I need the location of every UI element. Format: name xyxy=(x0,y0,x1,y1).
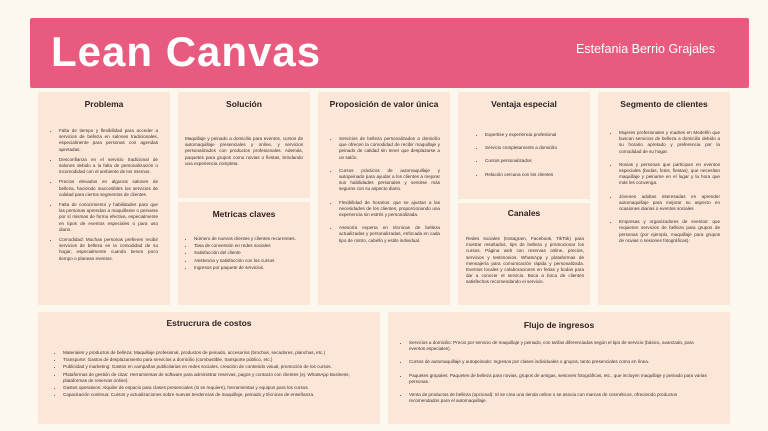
propuesta-item: • Servicios de belleza personalizados a domicilio que ofrecen la comodidad de recibir maquillaje y peinado de calidad sin tener que desplazarse a un salón. xyxy=(339,136,440,161)
segmento-item: • Mujeres profesionales y madres en Medellín que buscan servicios de belleza a domicilio debido a su horario apretado y preferencia por la comodidad de su hogar. xyxy=(619,130,720,155)
segmento-box xyxy=(598,92,730,305)
costos-item: • Gastos operativos: Alquiler de espacio para clases presenciales (si se requiere), herramientas y equipos para los cursos. xyxy=(63,385,372,391)
segmento-item: • Empresas y organizadores de eventos: que requieren servicios de belleza para grupos de personas (por ejemplo, maquillaje para grupos de novias o sesiones fotográficas). xyxy=(619,219,720,244)
segmento-content xyxy=(612,130,720,251)
problema-item: • Precios elevados en algunos salones de belleza, haciendo inaccesibles los servicios de calidad para ciertos segmentos de clientes. xyxy=(59,179,158,198)
ventaja-item: • Relación cercana con los clientes xyxy=(485,172,586,178)
segmento-item: • Novias y personas que participan en eventos especiales (bodas, fotos, fiestas), que necesitan maquillaje y peinarse en el lugar y la hora que más les convenga. xyxy=(619,162,720,187)
costos-title: Estrucrura de costos xyxy=(166,318,252,328)
propuesta-item: • Cursos prácticos de automaquillaje y autopeinado para ayudar a los clientes a mejorar sus habilidades personales y sentirse más seguros con su aspecto diario. xyxy=(339,168,440,193)
problema-box xyxy=(38,92,170,305)
costos-item: • Plataformas de gestión de citas: Herramientas de software para administrar reservas, pagos y contacto con clientes (ej. WhatsApp Business, plataformas de reservas online). xyxy=(63,372,372,384)
ventaja-item: • Cursos personalizados xyxy=(485,158,586,164)
propuesta-list xyxy=(332,136,440,244)
ingresos-list xyxy=(402,340,708,404)
metricas-item: • Satisfacción del cliente xyxy=(194,250,303,256)
segmento-item: • Jóvenes adultas interesadas en aprender automaquillaje para mejorar su aspecto en ocasiones diarias o eventos sociales xyxy=(619,194,720,213)
metricas-content xyxy=(187,236,303,272)
metricas-list xyxy=(187,236,303,271)
ventaja-list xyxy=(478,132,586,178)
ingresos-item: • Servicios a domicilio: Precio por servicio de maquillaje y peinado, con tarifas diferenciadas según el tipo de servicio (básico, avanzado, para eventos especiales). xyxy=(409,340,708,352)
problema-list xyxy=(52,128,158,262)
ingresos-box xyxy=(388,312,730,424)
ventaja-title: Ventaja especial xyxy=(491,99,557,109)
propuesta-box xyxy=(318,92,450,305)
problema-item: • Falta de conocimiento y habilidades para que las personas aprendan a maquillarse o peinarse por sí mismas de forma efectiva, especialmente en tipos de eventos especiales o para uso diario. xyxy=(59,202,158,233)
propuesta-item: • Asesoría experta en técnicas de belleza actualizadas y personalizadas, enfocada en cada tipo de rostro, cabello y estilo individual. xyxy=(339,225,440,244)
costos-item: • Materiales y productos de belleza: Maquillaje profesional, productos de peinado, accesorios (brochas, secadores, planchas, etc.) xyxy=(63,350,372,356)
metricas-item: • Número de nuevos clientes y clientes recurrentes. xyxy=(194,236,303,242)
ingresos-item: • Cursos de automaquillaje y autopeinado: Ingresos por clases individuales o grupos, tanto presenciales como en línea. xyxy=(409,359,708,365)
costos-box xyxy=(38,312,380,424)
problema-item: • Comodidad: Muchas personas prefieren recibir servicios de belleza en la comodidad de su hogar, especialmente cuando tienen poco tiempo o planean eventos. xyxy=(59,237,158,262)
metricas-item: • Asistencia y satisfacción con los cursos xyxy=(194,258,303,264)
ingresos-item: • Paquetes grupales: Paquetes de belleza para novias, grupos de amigas, sesiones fotográficas, etc., que incluyen maquillaje y peinado para varias personas. xyxy=(409,373,708,385)
ingresos-item: • Venta de productos de belleza (opcional): Si se crea una tienda online o se asocia con marcas de cosméticos, ofreciendo productos recomendados para el automaquillaje. xyxy=(409,392,708,404)
canales-divider xyxy=(458,199,590,203)
segmento-title: Segmento de clientes xyxy=(620,99,708,109)
problema-item: • Desconfianza en el servicio tradicional de salones debido a la falta de personalización o incomodidad con el ambiente de los mismos. xyxy=(59,157,158,176)
costos-item: • Transporte: Gastos de desplazamiento para servicios a domicilio (combustible, transporte público, etc.) xyxy=(63,357,372,363)
metricas-item: • Tasa de conversión en redes sociales xyxy=(194,243,303,249)
ventaja-item: • Servicio completamente a domicilio xyxy=(485,145,586,151)
ventaja-item: • Expertise y experiencia profesional xyxy=(485,132,586,138)
ingresos-title: Flujo de ingresos xyxy=(523,320,595,330)
costos-list xyxy=(56,350,372,398)
costos-item: • Capacitación continua: Cursos y actualizaciones sobre nuevas tendencias de maquillaje, peinado y técnicas de enseñanza. xyxy=(63,392,372,398)
propuesta-content xyxy=(332,136,440,251)
problema-title: Problema xyxy=(84,99,124,109)
propuesta-title: Proposición de valor única xyxy=(329,99,439,109)
metricas-item: • Ingresos por paquete de servicios. xyxy=(194,265,303,271)
author-name: Estefania Berrio Grajales xyxy=(576,42,715,56)
page-title: Lean Canvas xyxy=(51,28,322,75)
canales-text: Redes sociales (Instagram, Facebook, TikTok) para mostrar resultados, tips de belleza y promocionar los cursos. Página web con reservas online, precios, servicios y testimonios. WhatsApp y plataformas de mensajería para comunicación rápida y personalizada. Eventos locales y colaboraciones en ferias y bodas para dar a conocer el servicio. Boca a boca de clientes satisfechos recomendando el servicio. xyxy=(466,236,584,285)
solucion-box xyxy=(178,92,310,305)
ventaja-box xyxy=(458,92,590,305)
canvas-header xyxy=(30,18,749,88)
propuesta-item: • Flexibilidad de horarios: que se ajustan a las necesidades de los clientes, proporcionando una experiencia sin estrés y personalizada. xyxy=(339,200,440,219)
metricas-divider xyxy=(178,198,310,202)
solucion-title: Solución xyxy=(226,99,262,109)
metricas-title: Metricas claves xyxy=(212,209,276,219)
costos-item: • Publicidad y marketing: Gastos en campañas publicitarias en redes sociales, creación de contenido visual, promoción de los cursos. xyxy=(63,364,372,370)
ingresos-content xyxy=(402,340,708,411)
problema-item: • Falta de tiempo y flexibilidad para acceder a servicios de belleza en salones tradicionales, especialmente para personas con agendas apretadas. xyxy=(59,128,158,153)
segmento-list xyxy=(612,130,720,244)
solucion-text: Maquillaje y peinado a domicilio para eventos, cursos de automaquillaje presenciales y online, y servicios personalizados con productos profesionales. Además, paquetes para grupos como novias o fiestas, brindando una experiencia completa. xyxy=(185,136,303,166)
canales-title: Canales xyxy=(507,208,541,218)
problema-content xyxy=(52,128,158,266)
ventaja-content xyxy=(478,132,586,185)
costos-content xyxy=(56,350,372,399)
